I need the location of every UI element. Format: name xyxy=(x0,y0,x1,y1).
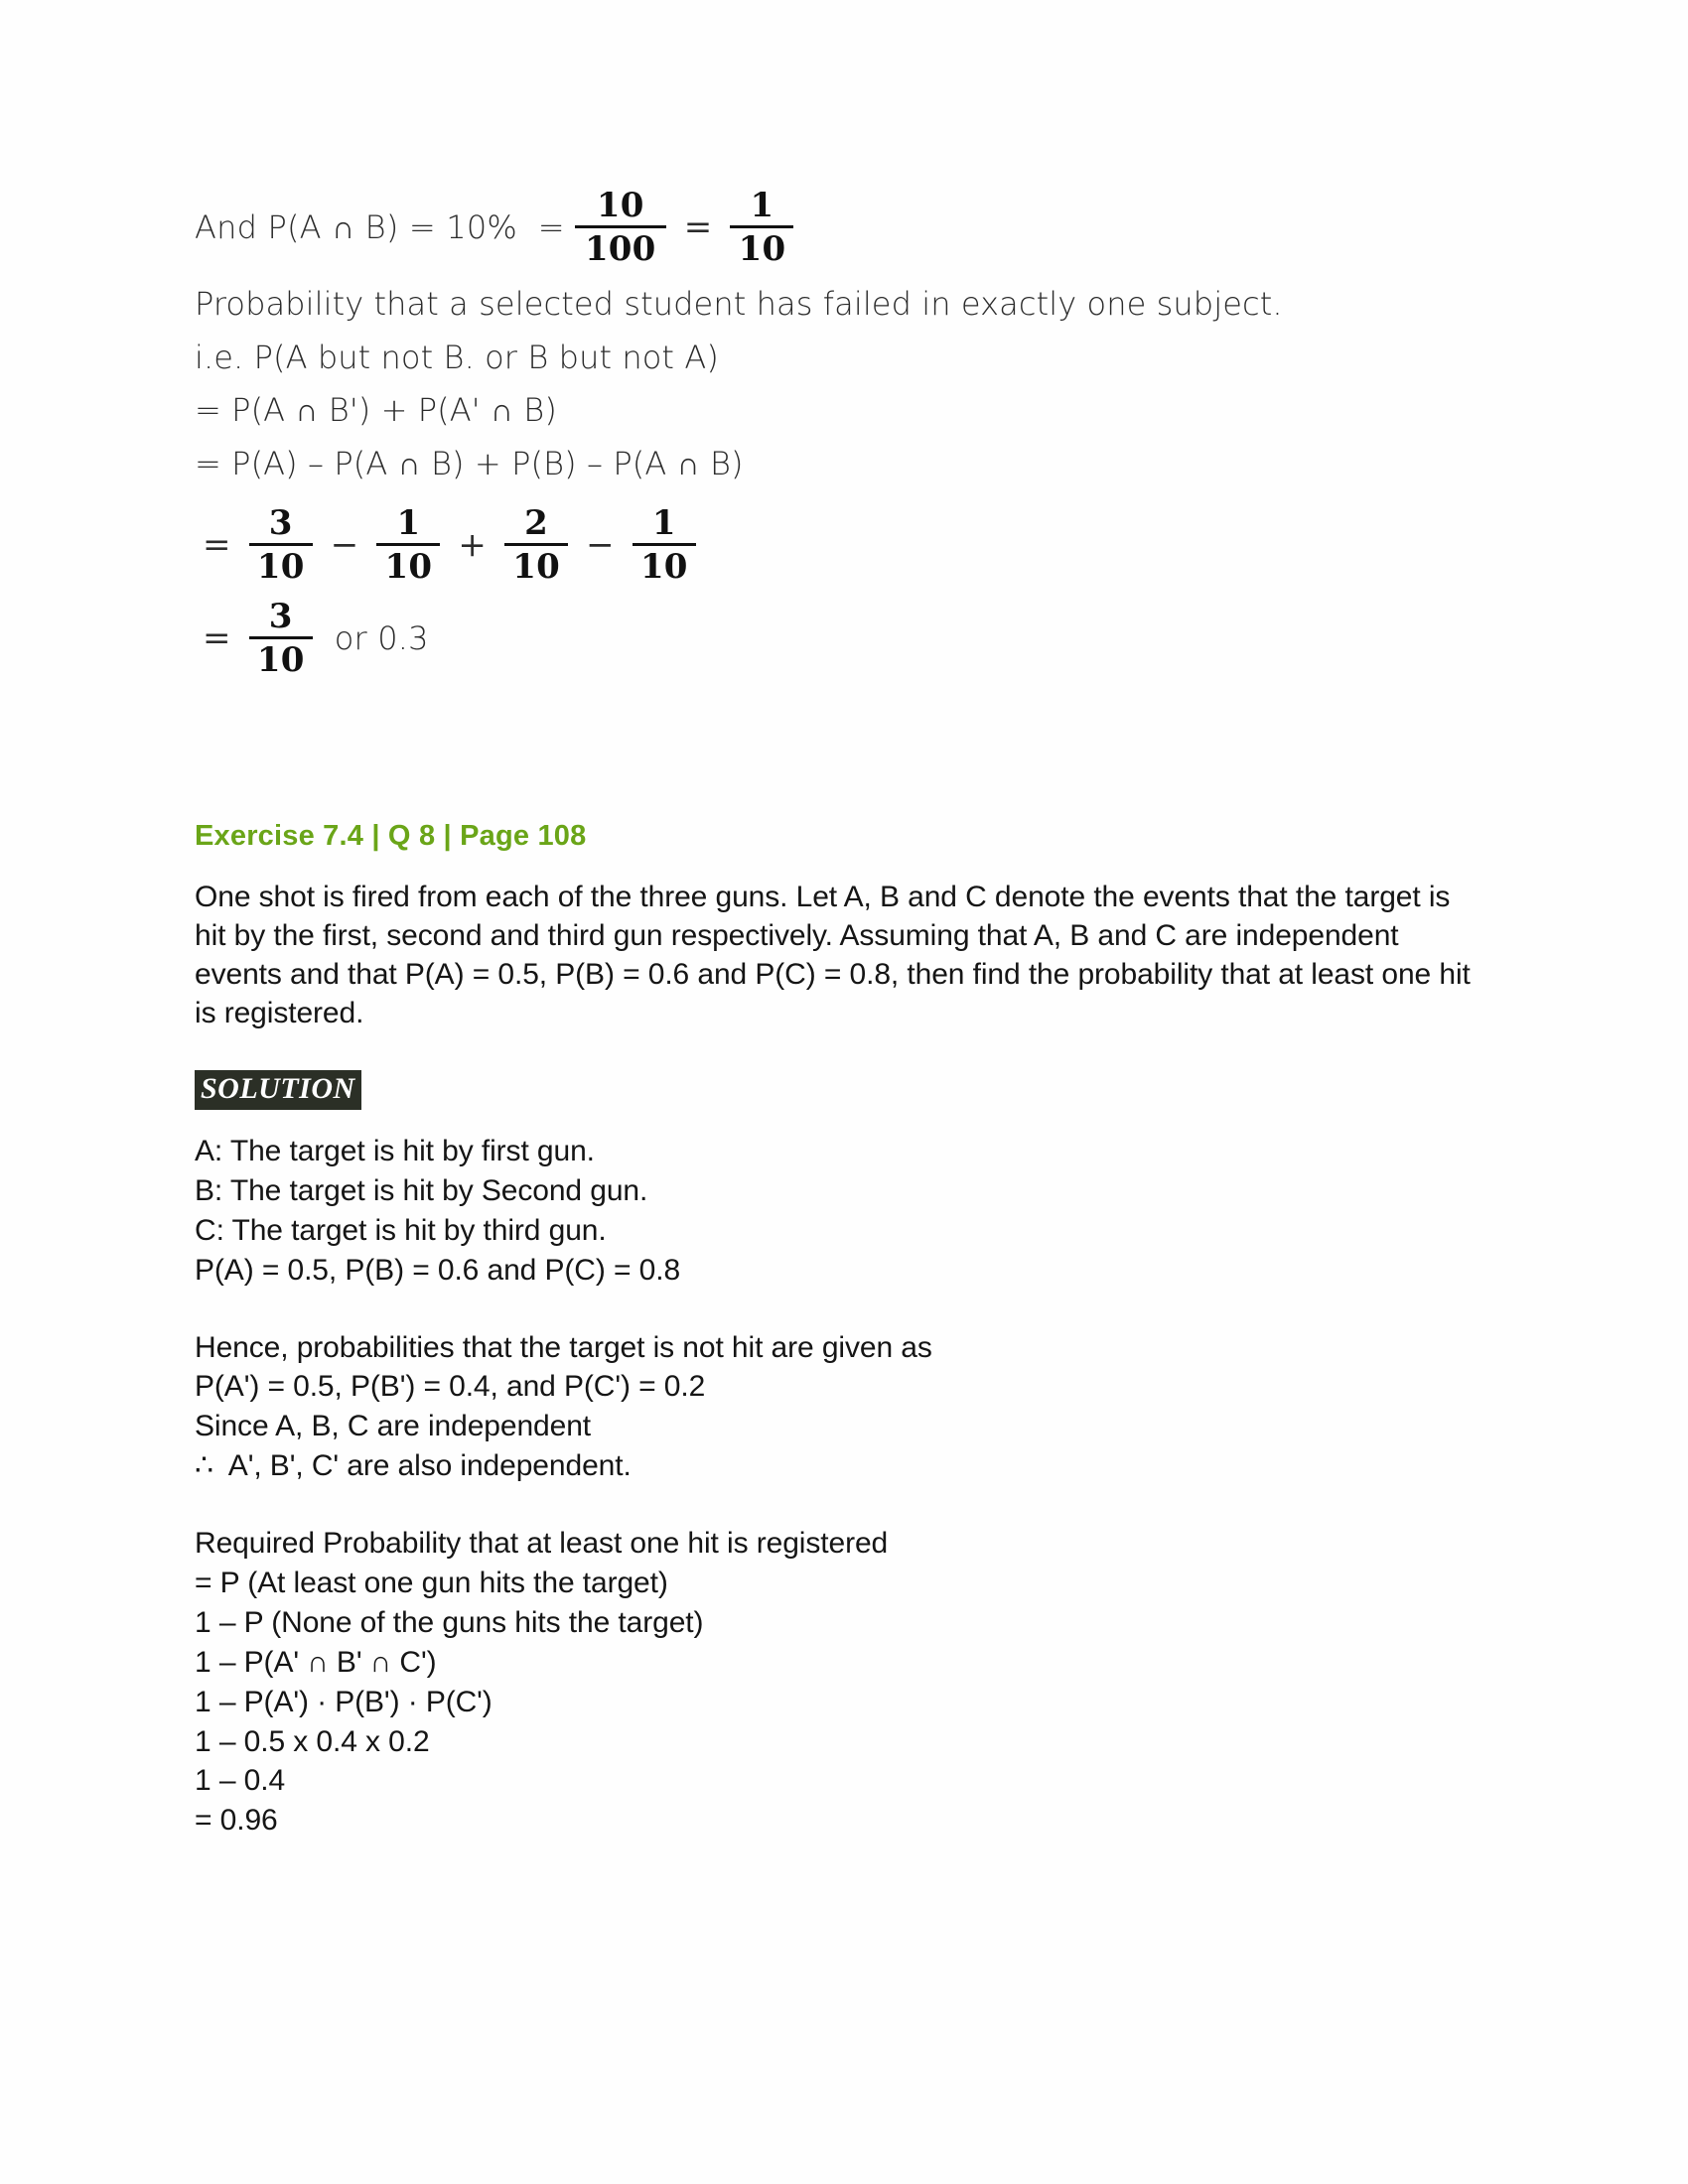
minus-operator-2: − xyxy=(586,525,615,566)
equals-sign: = xyxy=(683,207,713,247)
fraction-one-over-ten xyxy=(730,186,793,269)
solution-body xyxy=(195,1132,1485,1841)
equals-sign: = xyxy=(203,525,231,566)
fraction-one-over-ten-b xyxy=(633,503,696,588)
question-text: One shot is fired from each of the three guns. Let A, B and C denote the events that the target is hit by the first, second and third gun respectively. Assuming that A, B and C are independent events and that P(A) = 0.5, P(B) = 0.6 and P(C) = 0.8, then find the probability that at least one hit is registered. xyxy=(195,881,1471,1029)
solution-line: ∴ A', B', C' are also independent. xyxy=(195,1449,632,1483)
equation-line-substitute: = P(A) – P(A ∩ B) + P(B) – P(A ∩ B) xyxy=(195,444,744,482)
solution-line: P(A') = 0.5, P(B') = 0.4, and P(C') = 0.2 xyxy=(195,1370,706,1404)
fraction-denominator: 10 xyxy=(738,229,786,269)
fraction-denominator: 10 xyxy=(639,547,688,588)
exercise-heading: Exercise 7.4 | Q 8 | Page 108 xyxy=(195,820,587,852)
solution-line: 1 – P(A' ∩ B' ∩ C') xyxy=(195,1645,437,1679)
solution-line: = 0.96 xyxy=(195,1804,278,1838)
solution-line: 1 – 0.5 x 0.4 x 0.2 xyxy=(195,1724,430,1758)
previous-solution-block xyxy=(195,185,1505,687)
fraction-one-over-ten-a xyxy=(376,503,440,588)
solution-spacer xyxy=(195,1291,1485,1328)
fraction-numerator: 1 xyxy=(396,503,421,544)
solution-line: C: The target is hit by third gun. xyxy=(195,1213,607,1247)
fraction-denominator: 100 xyxy=(584,229,656,269)
solution-badge: SOLUTION xyxy=(195,1070,361,1110)
solution-line: = P (At least one gun hits the target) xyxy=(195,1567,668,1600)
fraction-ten-over-hundred xyxy=(575,186,666,269)
fraction-numerator: 3 xyxy=(268,597,293,637)
solution-line: P(A) = 0.5, P(B) = 0.6 and P(C) = 0.8 xyxy=(195,1253,681,1287)
fraction-denominator: 10 xyxy=(256,640,305,681)
fraction-result-three-over-ten xyxy=(249,597,313,681)
equals-sign: = xyxy=(203,618,231,659)
fraction-numerator: 3 xyxy=(268,503,293,544)
fraction-numerator: 2 xyxy=(524,503,549,544)
equation-line-result xyxy=(195,596,1505,681)
equation-line-intersection xyxy=(195,185,1505,270)
solution-line: Required Probability that at least one hit is registered xyxy=(195,1527,889,1561)
statement-line-probability: Probability that a selected student has failed in exactly one subject. xyxy=(195,285,1283,323)
solution-spacer xyxy=(195,1486,1485,1524)
statement-line-ie: i.e. P(A but not B. or B but not A) xyxy=(195,338,719,376)
solution-line: 1 – P (None of the guns hits the target) xyxy=(195,1605,704,1639)
solution-line: Since A, B, C are independent xyxy=(195,1410,592,1443)
fraction-numerator: 1 xyxy=(651,503,676,544)
solution-line: B: The target is hit by Second gun. xyxy=(195,1173,648,1207)
solution-line: 1 – P(A') · P(B') · P(C') xyxy=(195,1685,492,1718)
fraction-numerator: 10 xyxy=(596,186,644,225)
fraction-denominator: 10 xyxy=(384,547,433,588)
result-decimal-text: or 0.3 xyxy=(334,619,429,658)
equation-line-fractions xyxy=(195,502,1505,588)
fraction-denominator: 10 xyxy=(512,547,560,588)
fraction-two-over-ten xyxy=(504,503,568,588)
solution-line: A: The target is hit by first gun. xyxy=(195,1135,595,1167)
fraction-numerator: 1 xyxy=(750,186,774,225)
solution-line: 1 – 0.4 xyxy=(195,1764,286,1798)
solution-line: Hence, probabilities that the target is not hit are given as xyxy=(195,1330,932,1364)
minus-operator: − xyxy=(330,525,359,566)
fraction-three-over-ten xyxy=(249,503,313,588)
fraction-denominator: 10 xyxy=(256,547,305,588)
plus-operator: + xyxy=(458,525,488,566)
equation-line-expand: = P(A ∩ B') + P(A' ∩ B) xyxy=(195,391,557,430)
equation-prefix: And P(A ∩ B) = 10% = xyxy=(195,208,565,246)
